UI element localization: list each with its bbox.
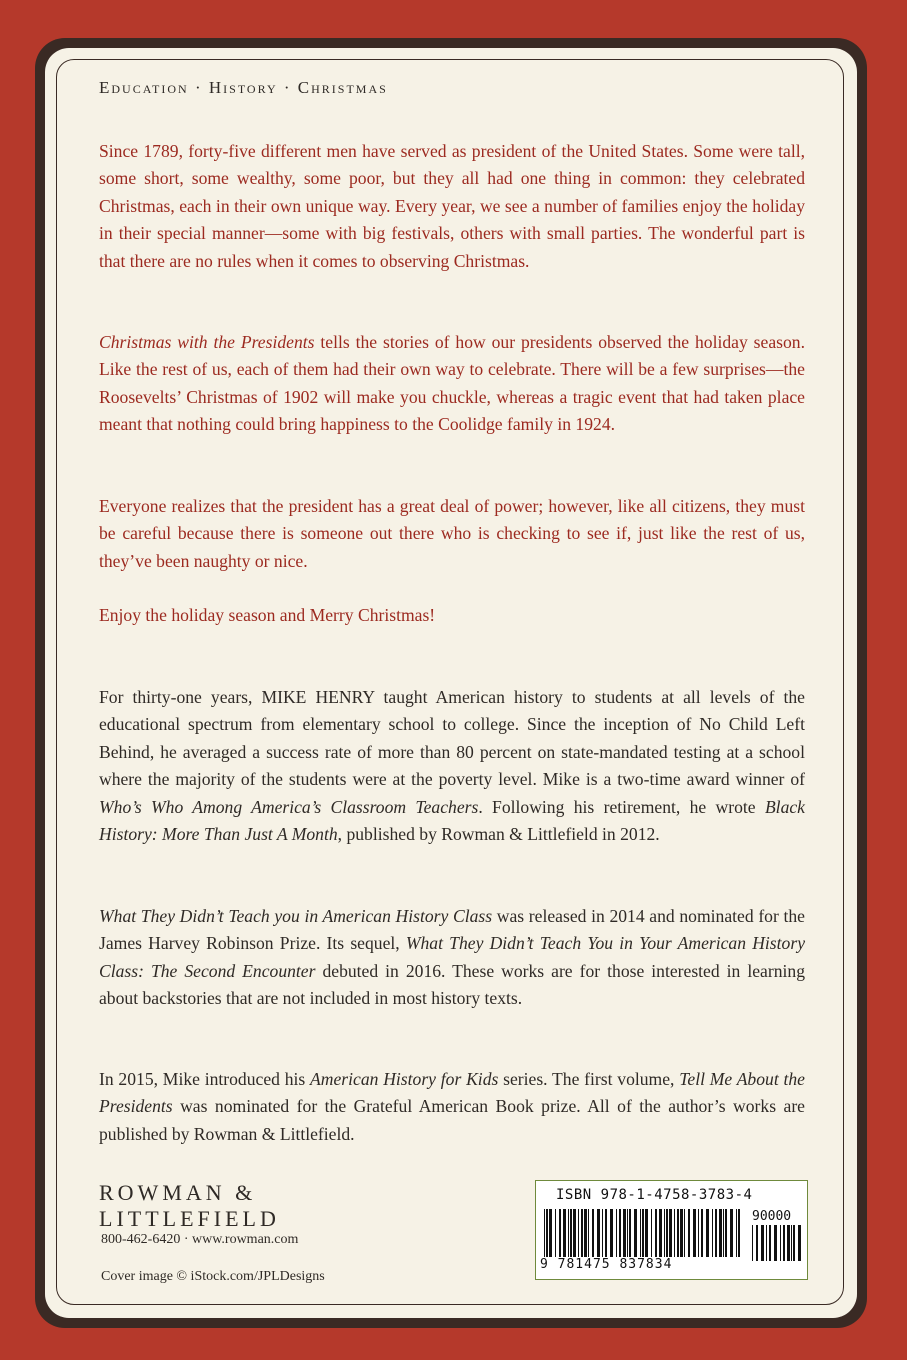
ean-digits: 9 781475 837834 <box>540 1257 673 1272</box>
blurb-paragraph-4: Enjoy the holiday season and Merry Christmas! <box>99 605 436 625</box>
bio-text: was released in 2014 and nominated for the James Harvey Robinson Prize. Its sequel, <box>99 906 805 954</box>
blurb-paragraph-2-text: tells the stories of how our presidents observed the holiday season. Like the rest of us, each of them had their own way to celebrate. There will be a few surprises—the Roosevelts’ Christmas of 1902 will make you chuckle, whereas a tragic event that had taken place meant that nothing could bring happiness to the Coolidge family in 1924. <box>99 332 805 435</box>
publisher-name-line-1: ROWMAN & <box>99 1180 257 1205</box>
bio-text: . Following his retirement, he wrote <box>478 796 765 817</box>
bio-paragraph-2 <box>99 903 805 1013</box>
bio-text: For thirty-one years, MIKE HENRY taught American history to students at all levels of the educational spectrum from elementary school to college. Since the inception of No Child Left Behind, he averaged a success rate of more than 80 percent on state-mandated testing at a school where the majority of the students were at the poverty level. Mike is a two-time award winner of <box>99 687 805 790</box>
price-code: 90000 <box>752 1209 792 1224</box>
bio-paragraph-1 <box>99 684 805 848</box>
blurb-paragraph-1: Since 1789, forty-five different men have served as president of the United States. Some were tall, some short, some wealthy, some poor, but they all had one thing in common: they celebrated Christmas, each in their own unique way. Every year, we see a number of families enjoy the holiday in their special manner—some with big festivals, others with small parties. The wonderful part is that there are no rules when it comes to observing Christmas. <box>99 141 805 271</box>
bio-text: was nominated for the Grateful American Book prize. All of the author’s works are published by Rowman & Littlefield. <box>99 1096 805 1144</box>
bio-text: series. The first volume, <box>498 1069 680 1089</box>
bio-paragraph-3 <box>99 1066 805 1148</box>
bio-title: American History for Kids <box>310 1069 499 1089</box>
bio-title: What They Didn’t Teach You in Your American History Class: The Second Encounter <box>99 933 805 981</box>
publisher-contact: 800-462-6420 · www.rowman.com <box>101 1232 299 1247</box>
book-title: Christmas with the Presidents <box>99 332 315 352</box>
bio-text: , published by Rowman & Littlefield in 2012. <box>337 824 660 845</box>
ean-barcode-icon <box>542 1209 742 1257</box>
publisher-logo <box>99 1180 280 1232</box>
category-line: Education · History · Christmas <box>99 78 388 97</box>
bio-title: What They Didn’t Teach you in American History Class <box>99 906 493 926</box>
blurb-paragraph-2 <box>99 329 805 439</box>
publisher-name-line-2: LITTLEFIELD <box>99 1206 280 1231</box>
bio-text: debuted in 2016. These works are for those interested in learning about backstories that are not included in most history texts. <box>99 960 805 1009</box>
price-barcode-icon <box>750 1225 802 1261</box>
blurb-paragraph-3: Everyone realizes that the president has a great deal of power; however, like all citizens, they must be careful because there is someone out there who is checking to see if, just like the rest of us, they’ve been naughty or nice. <box>99 496 805 571</box>
bio-title: Tell Me About the Presidents <box>99 1069 805 1117</box>
barcode-box <box>535 1180 808 1280</box>
bio-title: Black History: More Than Just A Month <box>99 796 805 845</box>
isbn-label: ISBN 978-1-4758-3783-4 <box>556 1187 753 1203</box>
bio-text: In 2015, Mike introduced his <box>99 1069 311 1089</box>
cover-credit: Cover image © iStock.com/JPLDesigns <box>101 1269 325 1284</box>
bio-title: Who’s Who Among America’s Classroom Teachers <box>99 796 479 817</box>
